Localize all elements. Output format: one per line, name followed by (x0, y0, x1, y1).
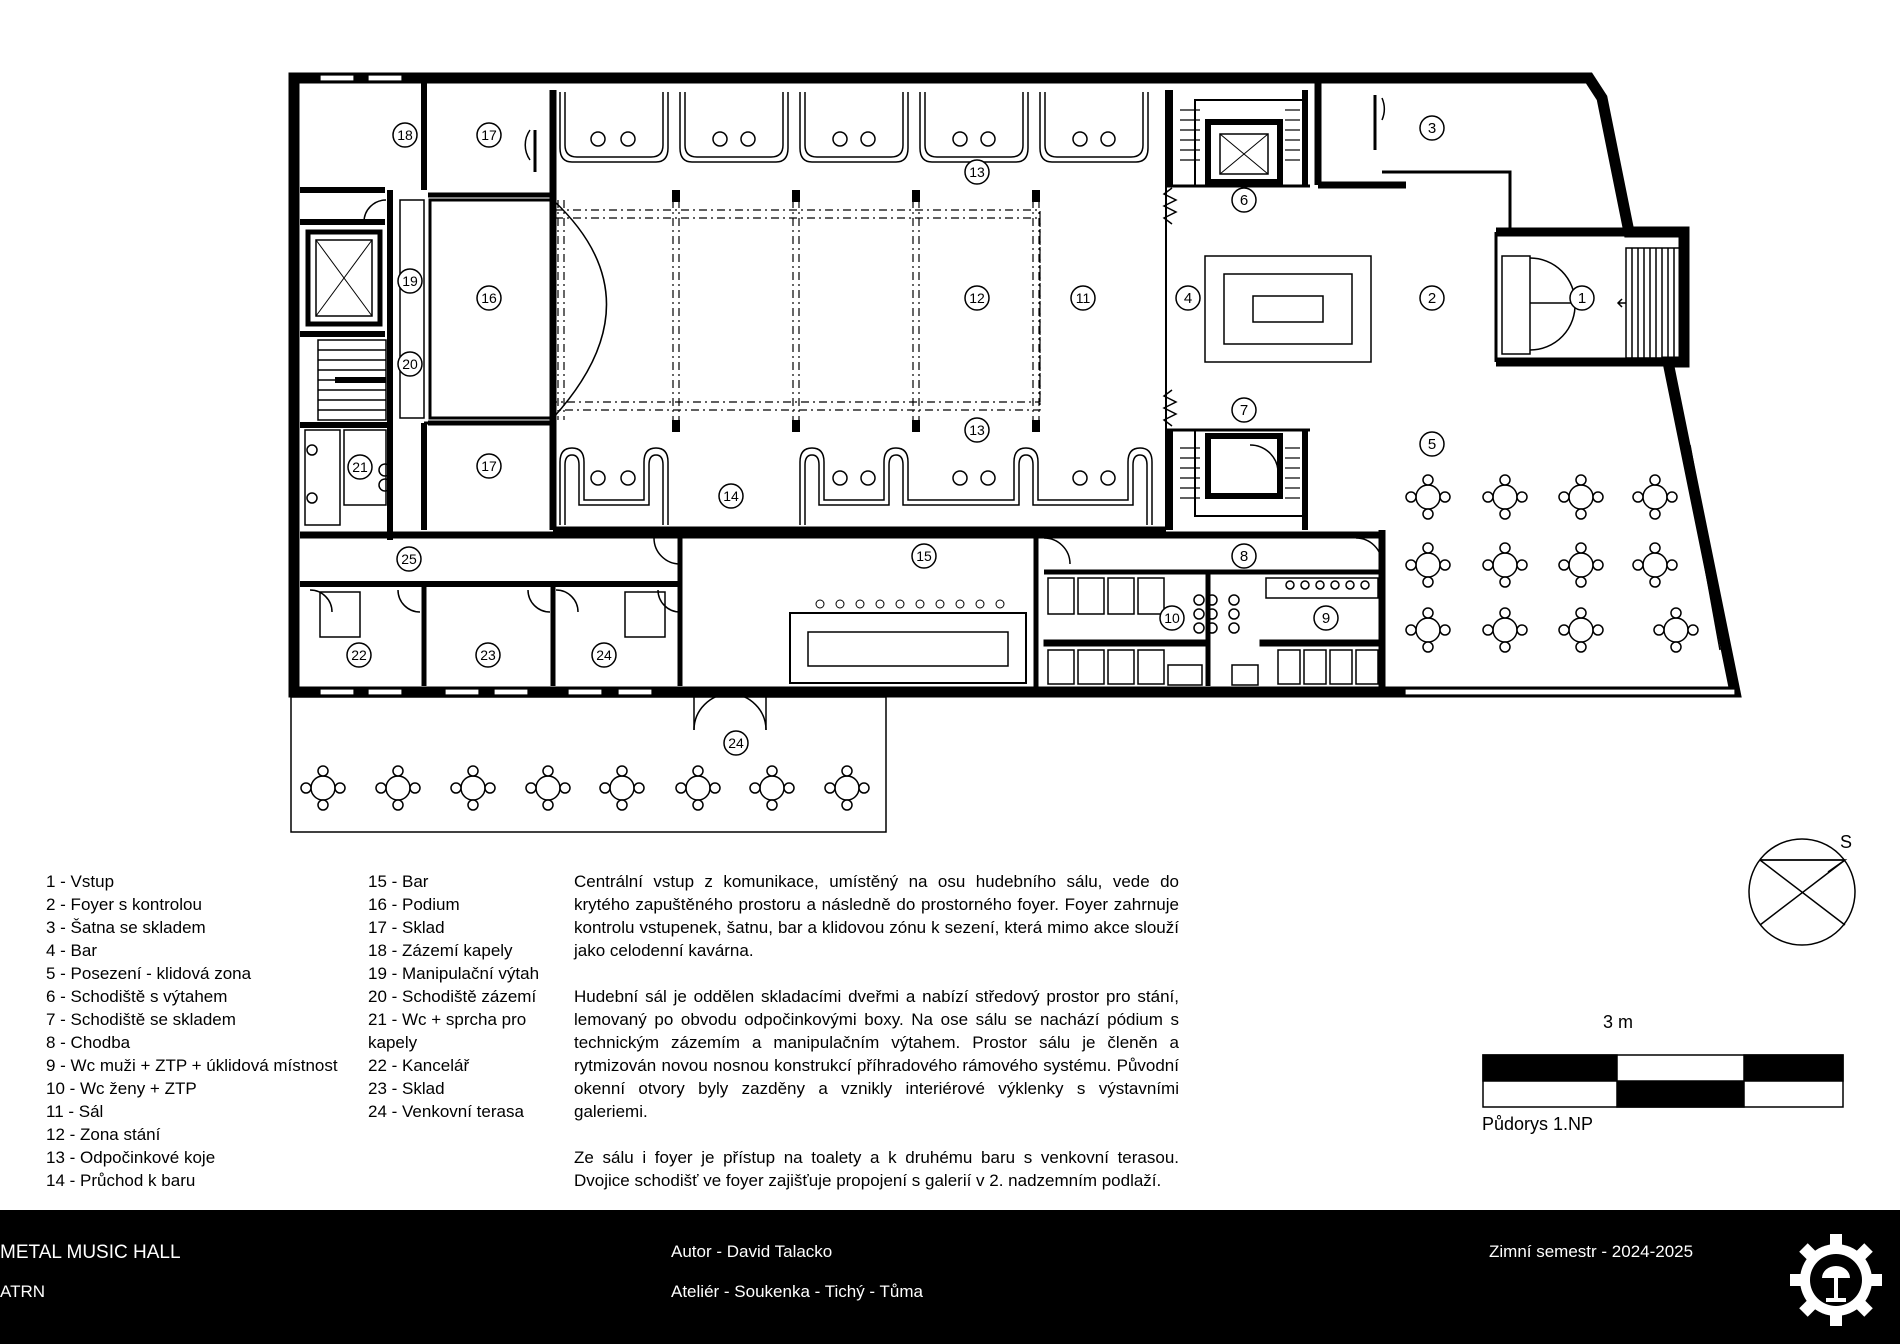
legend-item: 22 - Kancelář (368, 1056, 470, 1075)
round-table (451, 766, 495, 810)
backstage-walls (300, 78, 553, 540)
room-label-text: 20 (402, 356, 418, 372)
room-label (398, 352, 422, 376)
legend-item: 3 - Šatna se skladem (46, 918, 206, 937)
room-label (476, 643, 500, 667)
round-table (1559, 608, 1603, 652)
room-label (1420, 432, 1444, 456)
room-label-text: 6 (1239, 192, 1249, 209)
north-arrow-label: S (1840, 832, 1853, 852)
round-table (1633, 475, 1677, 519)
room-label (1232, 188, 1256, 212)
room-label (912, 544, 936, 568)
hall-walls (553, 90, 1166, 530)
entrance-stairs (1618, 248, 1684, 358)
room-label (1176, 286, 1200, 310)
room-label-text: 2 (1427, 290, 1437, 307)
room-label (348, 455, 372, 479)
room-label-text: 18 (397, 127, 413, 143)
legend-left (46, 870, 366, 1192)
room-label (965, 418, 989, 442)
room-label (393, 123, 417, 147)
footer (0, 1210, 1900, 1344)
round-table (1559, 475, 1603, 519)
legend-item: 24 - Venkovní terasa (368, 1102, 524, 1121)
corridor-25 (300, 535, 1384, 686)
round-table (1406, 543, 1450, 587)
footer-author: Autor - David Talacko (671, 1242, 833, 1261)
room-label-text: 12 (969, 290, 985, 306)
round-table (600, 766, 644, 810)
backstage-stairs (318, 340, 386, 420)
round-table (1483, 543, 1527, 587)
room-label-text: 7 (1239, 402, 1249, 419)
legend-item: 18 - Zázemí kapely (368, 941, 513, 960)
room-label (477, 123, 501, 147)
room-label-text: 25 (401, 551, 417, 567)
room-label (719, 484, 743, 508)
outer-walls (294, 78, 1735, 692)
legend-item: 21 - Wc + sprcha pro kapely (368, 1010, 527, 1052)
room-label-text: 17 (481, 458, 497, 474)
room-label-text: 23 (480, 647, 496, 663)
room-label-text: 17 (481, 127, 497, 143)
booths-top (560, 92, 1148, 162)
room-label (1314, 606, 1338, 630)
room-label (1420, 116, 1444, 140)
room-label-text: 5 (1427, 436, 1437, 453)
room-labels (347, 116, 1594, 755)
room-label-text: 24 (728, 735, 744, 751)
legend-item: 14 - Průchod k baru (46, 1171, 196, 1190)
legend-item: 19 - Manipulační výtah (368, 964, 540, 983)
room-label-text: 19 (402, 273, 418, 289)
legend-item: 12 - Zona stání (46, 1125, 161, 1144)
round-table (301, 766, 345, 810)
truss-columns (672, 190, 1040, 432)
legend-item: 13 - Odpočinkové koje (46, 1148, 216, 1167)
room-label (965, 286, 989, 310)
round-table (376, 766, 420, 810)
room-label (1232, 544, 1256, 568)
room-label-text: 16 (481, 290, 497, 306)
legend-right (368, 870, 560, 1123)
room-label-text: 15 (916, 548, 932, 564)
legend-item: 2 - Foyer s kontrolou (46, 895, 202, 914)
legend-item: 15 - Bar (368, 872, 429, 891)
room-label-text: 9 (1321, 610, 1331, 627)
room-label (1160, 606, 1184, 630)
room-label (477, 286, 501, 310)
terrace-tables (301, 766, 869, 810)
description-paragraph: Ze sálu i foyer je přístup na toalety a k druhému baru s venkovní terasou. Dvojice schodišť ve foyer zajišťuje propojení s galerií v 2. nadzemním podlaží. (574, 1148, 1179, 1190)
entrance-doors (1502, 256, 1575, 354)
legend-item: 5 - Posezení - klidová zona (46, 964, 252, 983)
room-label (1232, 398, 1256, 422)
room-label-text: 21 (352, 459, 368, 475)
north-arrow (1749, 839, 1855, 945)
round-table (1406, 475, 1450, 519)
room-label (1570, 286, 1594, 310)
plan-caption: Půdorys 1.NP (1482, 1114, 1594, 1134)
room-label-text: 13 (969, 422, 985, 438)
room-label-text: 13 (969, 164, 985, 180)
legend-item: 16 - Podium (368, 895, 460, 914)
room-label-text: 22 (351, 647, 367, 663)
room-label (592, 643, 616, 667)
round-table (1406, 608, 1450, 652)
service-lift (308, 232, 380, 324)
description-paragraph: Hudební sál je oddělen skladacími dveřmi a nabízí středový prostor pro stání, lemovaný po obvodu odpočinkovými boxy. Na ose sálu se nachází pódium s technickým zázemím a manipulačním výtahem. Prostor sálu je členěn a rytmizován novou nosnou konstrukcí příhradového rámového systému. Původní okenní otvory byly zazděny a vznikly interiérové výklenky s výstavními galeriemi. (574, 987, 1179, 1121)
room-label-text: 8 (1239, 548, 1249, 565)
room-label-text: 11 (1075, 290, 1091, 306)
band-wc (305, 430, 391, 525)
round-table (1483, 475, 1527, 519)
cloakroom-walls (1318, 78, 1510, 232)
manipulation-shaft (400, 200, 424, 418)
legend-item: 9 - Wc muži + ZTP + úklidová místnost (46, 1056, 338, 1075)
truss-grid (555, 200, 1040, 420)
legend-item: 8 - Chodba (46, 1033, 131, 1052)
room-label-text: 10 (1164, 610, 1180, 626)
legend-item: 20 - Schodiště zázemí (368, 987, 537, 1006)
terrace (291, 694, 886, 832)
scale-bar (1483, 1055, 1843, 1107)
gear-logo-icon (1788, 1232, 1884, 1328)
room-label (965, 160, 989, 184)
legend-item: 11 - Sál (46, 1102, 104, 1121)
legend-item: 1 - Vstup (46, 872, 115, 891)
room-label (397, 547, 421, 571)
footer-title: METAL MUSIC HALL (0, 1242, 181, 1263)
legend-item: 10 - Wc ženy + ZTP (46, 1079, 197, 1098)
description (574, 870, 1179, 1215)
bar-4 (1205, 256, 1371, 362)
wc-cubicles (1048, 578, 1378, 685)
stair-core-6 (1166, 90, 1310, 186)
booths-bottom (560, 448, 1152, 525)
cafe-tables (1406, 475, 1698, 652)
legend-item: 7 - Schodiště se skladem (46, 1010, 236, 1029)
round-table (676, 766, 720, 810)
room-label (1071, 286, 1095, 310)
scale-label: 3 m (1603, 1012, 1634, 1032)
stage (428, 195, 607, 423)
round-table (750, 766, 794, 810)
room-label-text: 14 (723, 488, 739, 504)
room-label (347, 643, 371, 667)
round-table (1483, 608, 1527, 652)
round-table (1633, 543, 1677, 587)
legend-item: 17 - Sklad (368, 918, 445, 937)
room-label (477, 454, 501, 478)
footer-subtitle: ATRN (0, 1282, 46, 1301)
footer-studio: Ateliér - Soukenka - Tichý - Tůma (671, 1282, 923, 1301)
room-label (724, 731, 748, 755)
room-label-text: 4 (1183, 290, 1193, 307)
description-paragraph: Centrální vstup z komunikace, umístěný na osu hudebního sálu, vede do krytého zapuštěného prostoru a následně do prostorného foyer. Foyer zahrnuje kontrolu vstupenek, šatnu, bar a klidovou zónu k sezení, která mimo akce slouží jako celodenní kavárna. (574, 872, 1179, 960)
round-table (825, 766, 869, 810)
round-table (1559, 543, 1603, 587)
room-label (1420, 286, 1444, 310)
room-label-text: 24 (596, 647, 612, 663)
legend-item: 23 - Sklad (368, 1079, 445, 1098)
round-table (1654, 608, 1698, 652)
office-doors (310, 590, 680, 637)
legend-item: 6 - Schodiště s výtahem (46, 987, 228, 1006)
room-label-text: 1 (1577, 290, 1587, 307)
round-table (526, 766, 570, 810)
legend-item: 4 - Bar (46, 941, 98, 960)
room-label (398, 269, 422, 293)
room-label-text: 3 (1427, 120, 1437, 137)
stair-core-7 (1166, 430, 1310, 530)
footer-semester: Zimní semestr - 2024-2025 (1489, 1242, 1694, 1261)
